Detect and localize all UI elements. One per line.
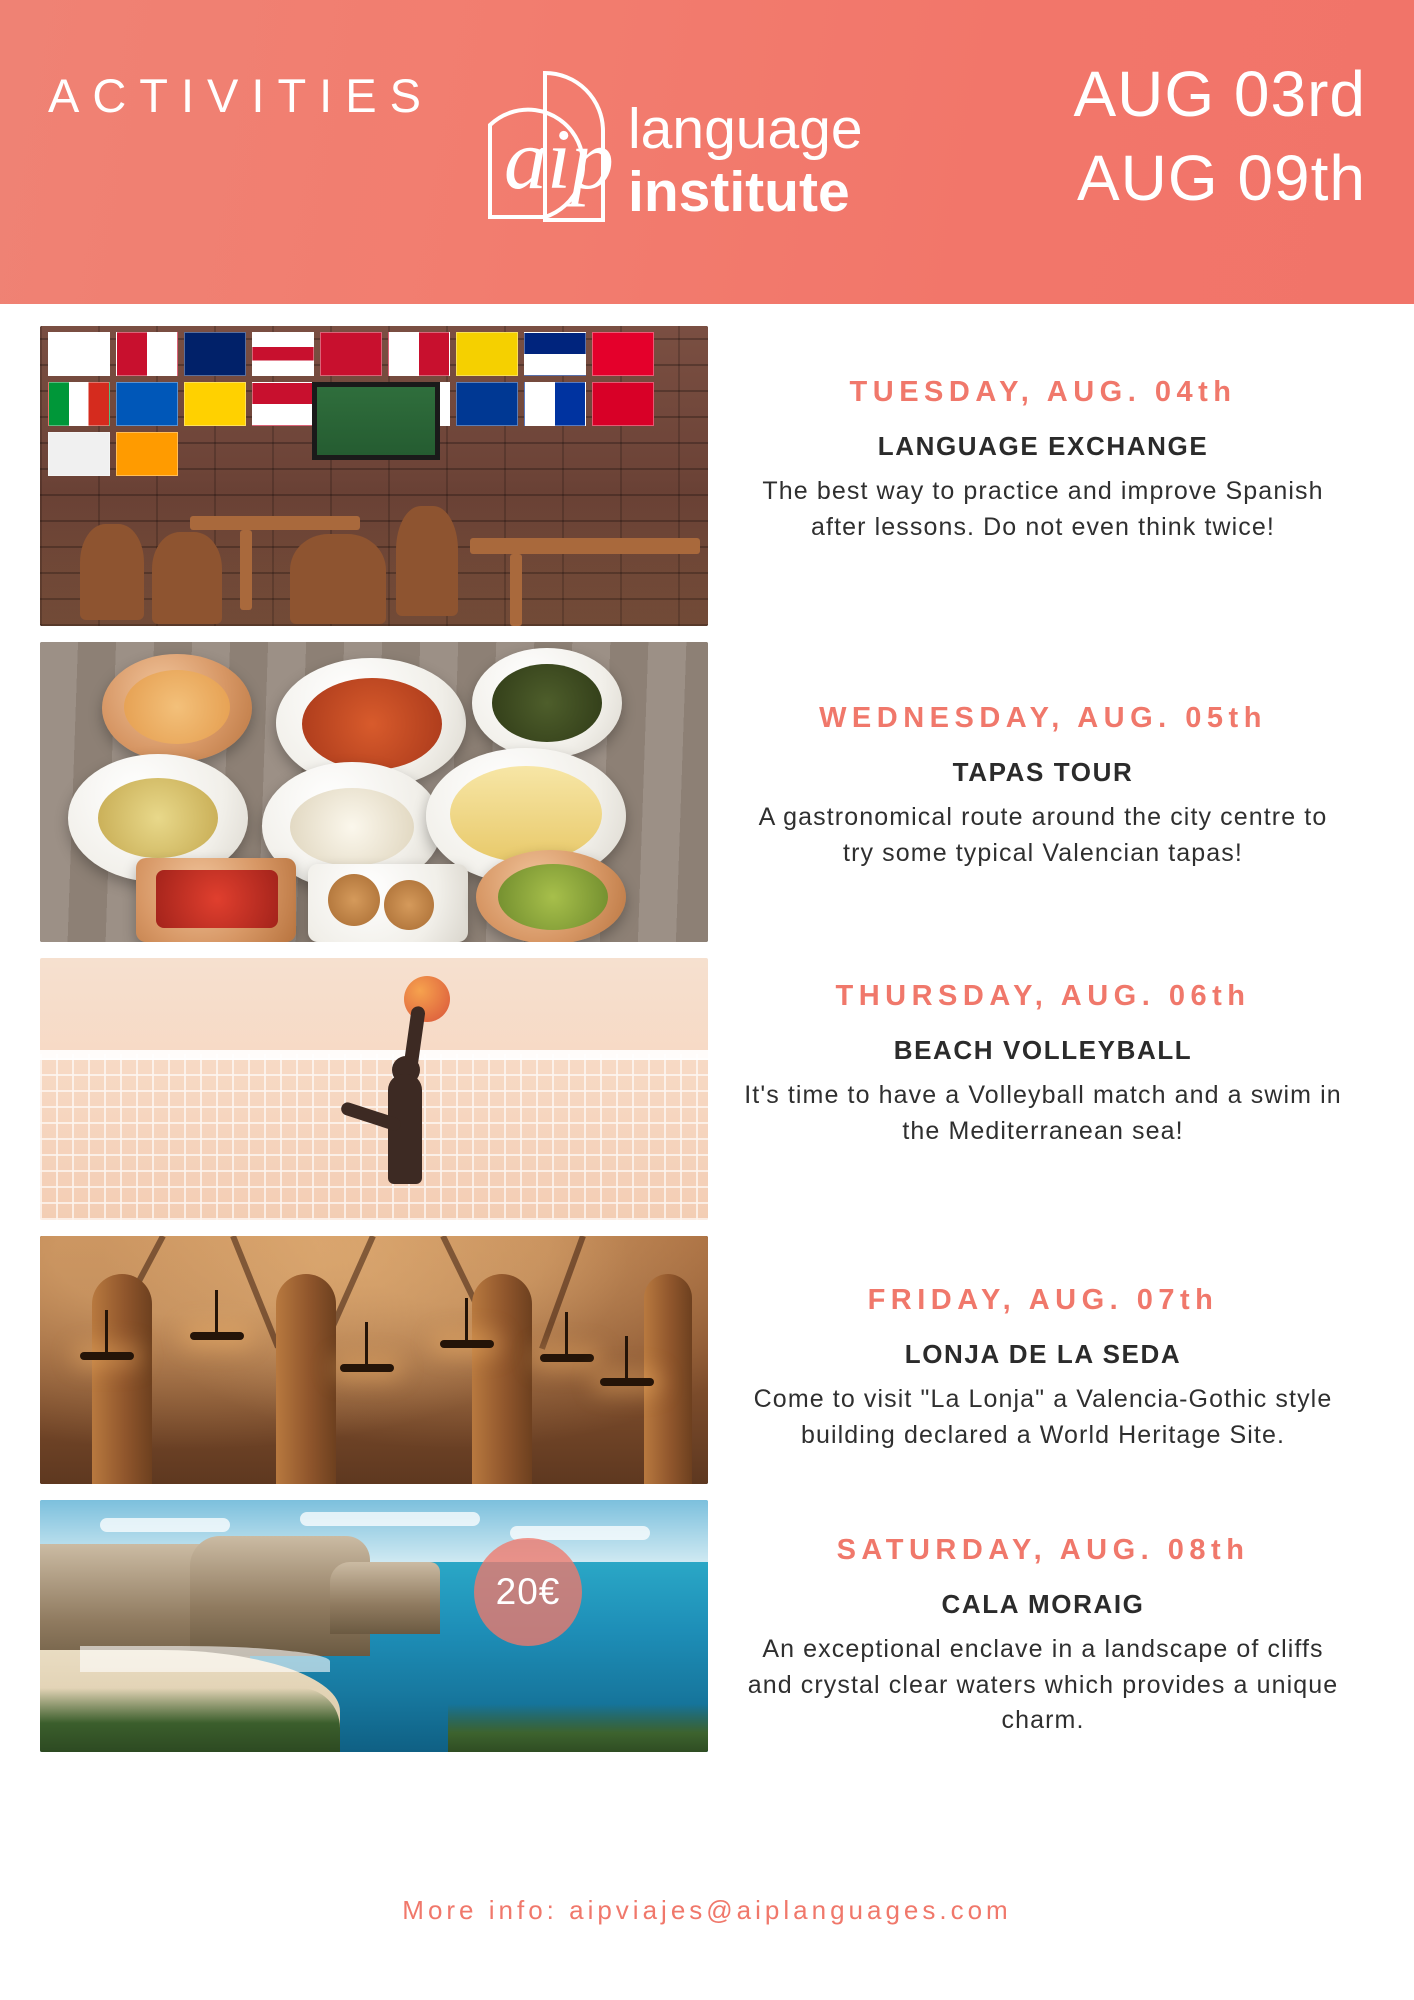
activity-description: Come to visit "La Lonja" a Valencia-Gothic style building declared a World Heritage Site. — [753, 1385, 1333, 1449]
assorted-tapas-dishes-photo — [40, 642, 708, 942]
activity-day: TUESDAY, AUG. 04th — [849, 376, 1237, 408]
activity-text — [700, 642, 1414, 871]
brand-word-institute: institute — [628, 160, 850, 224]
activity-description: It's time to have a Volleyball match and a swim in the Mediterranean sea! — [744, 1081, 1342, 1145]
cala-moraig-cove-photo — [40, 1500, 708, 1752]
activity-title: BEACH VOLLEYBALL — [893, 1035, 1193, 1065]
activity-photo-wrap — [0, 1500, 700, 1752]
page-title: ACTIVITIES — [48, 69, 434, 122]
activity-text — [700, 1500, 1414, 1739]
date-range — [1073, 52, 1366, 221]
activity-day: FRIDAY, AUG. 07th — [867, 1284, 1219, 1316]
activity-title: TAPAS TOUR — [952, 757, 1134, 787]
activity-day: WEDNESDAY, AUG. 05th — [819, 702, 1267, 734]
activity-row — [0, 958, 1414, 1220]
brand-word-language: language — [628, 97, 863, 161]
activity-title: CALA MORAIG — [941, 1589, 1145, 1619]
activity-photo-wrap — [0, 642, 700, 942]
activity-day: SATURDAY, AUG. 08th — [836, 1534, 1250, 1566]
activity-row — [0, 326, 1414, 626]
activity-photo-wrap — [0, 958, 700, 1220]
activity-row — [0, 1236, 1414, 1484]
price-badge: 20€ — [474, 1538, 582, 1646]
activity-description: The best way to practice and improve Spanish after lessons. Do not even think twice! — [762, 477, 1324, 541]
bar-with-international-flags-photo — [40, 326, 708, 626]
activity-description: An exceptional enclave in a landscape of cliffs and crystal clear waters which provides a unique charm. — [747, 1635, 1339, 1734]
activity-text — [700, 1236, 1414, 1453]
activity-title: LONJA DE LA SEDA — [904, 1339, 1182, 1369]
activity-text — [700, 958, 1414, 1149]
activity-photo-wrap — [0, 326, 700, 626]
lonja-de-la-seda-interior-photo — [40, 1236, 708, 1484]
activity-text — [700, 326, 1414, 545]
activity-row — [0, 1500, 1414, 1752]
activity-day: THURSDAY, AUG. 06th — [835, 980, 1251, 1012]
svg-text:aip: aip — [504, 111, 614, 207]
aip-monogram-icon — [470, 70, 620, 230]
poster-header — [0, 0, 1414, 304]
activities-list — [0, 304, 1414, 1944]
date-end: AUG 09th — [1076, 142, 1366, 215]
footer-contact[interactable]: More info: aipviajes@aiplanguages.com — [402, 1895, 1012, 1925]
date-start: AUG 03rd — [1073, 58, 1366, 130]
brand-wordmark — [628, 79, 863, 224]
activity-row — [0, 642, 1414, 942]
beach-volleyball-player-photo — [40, 958, 708, 1220]
activity-photo-wrap — [0, 1236, 700, 1484]
activity-description: A gastronomical route around the city centre to try some typical Valencian tapas! — [758, 803, 1328, 867]
brand-logo — [470, 55, 940, 245]
activity-title: LANGUAGE EXCHANGE — [877, 431, 1209, 461]
